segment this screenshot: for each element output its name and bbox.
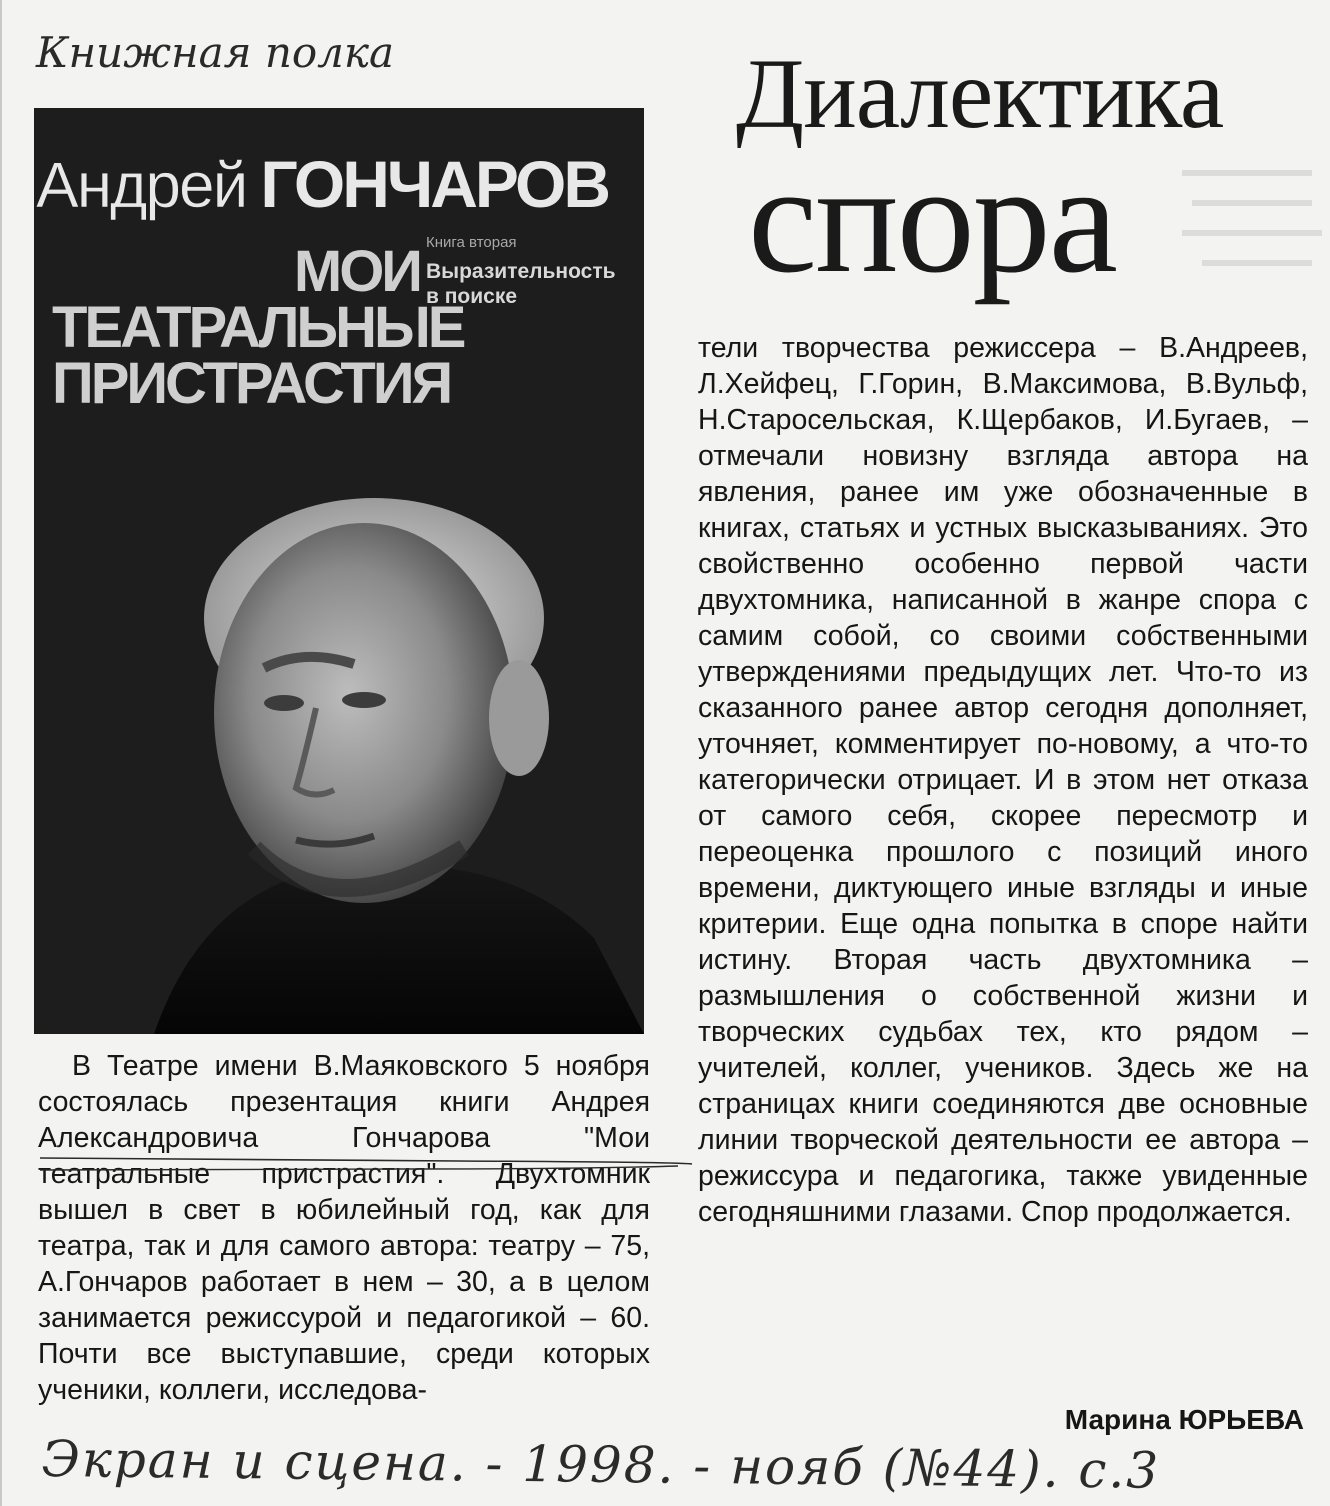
article-paragraph: В Театре имени В.Маяковского 5 ноября состоялась презентация книги Андрея Александровича Гончарова "Мои театральные пристрастия". Двухтомник вышел в свет в юбилейный год, как для театра, так и для самого автора: театру – 75, А.Гончаров работает в нем – 30, а в целом занимается режиссурой и педагогикой – 60. Почти все выступавшие, среди которых ученики, коллеги, исследова- xyxy=(38,1050,650,1406)
cover-author-first-name: Андрей xyxy=(36,149,247,221)
cover-series-line: ТЕАТРАЛЬНЫЕ xyxy=(52,295,464,360)
pen-underline-mark xyxy=(38,1154,694,1174)
handwritten-source-note: Экран и сцена. - 1998. - нояб (№44). с.3 xyxy=(41,1430,1161,1500)
book-cover-image xyxy=(34,108,644,1034)
article-column-right xyxy=(698,330,1308,1230)
cover-subtitle-line: Выразительность xyxy=(426,260,616,283)
cover-author-last-name: ГОНЧАРОВ xyxy=(260,147,609,221)
author-portrait-photo xyxy=(34,468,644,1034)
headline-line-2: спора xyxy=(748,132,1116,305)
cover-series-line: МОИ xyxy=(293,239,420,304)
bleed-through-text xyxy=(1182,160,1330,340)
cover-series-title xyxy=(52,239,464,416)
rubric-label: Книжная полка xyxy=(36,28,395,77)
headline-line-1: Диалектика xyxy=(736,38,1224,149)
cover-volume-label: Книга вторая xyxy=(426,234,517,251)
cover-series-line: ПРИСТРАСТИЯ xyxy=(52,351,451,416)
author-signature: Марина ЮРЬЕВА xyxy=(1064,1404,1304,1435)
cover-author xyxy=(36,146,608,222)
cover-subtitle-line: в поиске xyxy=(426,285,518,308)
cover-subtitle xyxy=(426,234,616,309)
article-paragraph: тели творчества режиссера – В.Андреев, Л.Хейфец, Г.Горин, В.Максимова, В.Вульф, Н.Старосельская, К.Щербаков, И.Бугаев, – отмечали новизну взгляда автора на явления, ранее им уже обозначенные в книгах, статьях и устных высказываниях. Это свойственно особенно первой части двухтомника, написанной в жанре спора с самим собой, со своими собственными утверждениями предыдущих лет. Что-то из сказанного ранее автор сегодня дополняет, уточняет, комментирует по-новому, а что-то категорически отрицает. И в этом нет отказа от самого себя, скорее пересмотр и переоценка прошлого с позиций иного времени, диктующего иные взгляды и иные критерии. Еще одна попытка в споре найти истину. Вторая часть двухтомника – размышления о собственной жизни и творческих судьбах тех, кто рядом – учителей, коллег, учеников. Здесь же на страницах книги соединяются две основные линии творческой деятельности ее автора – режиссура и педагогика, также увиденные сегодняшними глазами. Спор продолжается. xyxy=(698,332,1308,1228)
article-column-left xyxy=(38,1048,650,1408)
